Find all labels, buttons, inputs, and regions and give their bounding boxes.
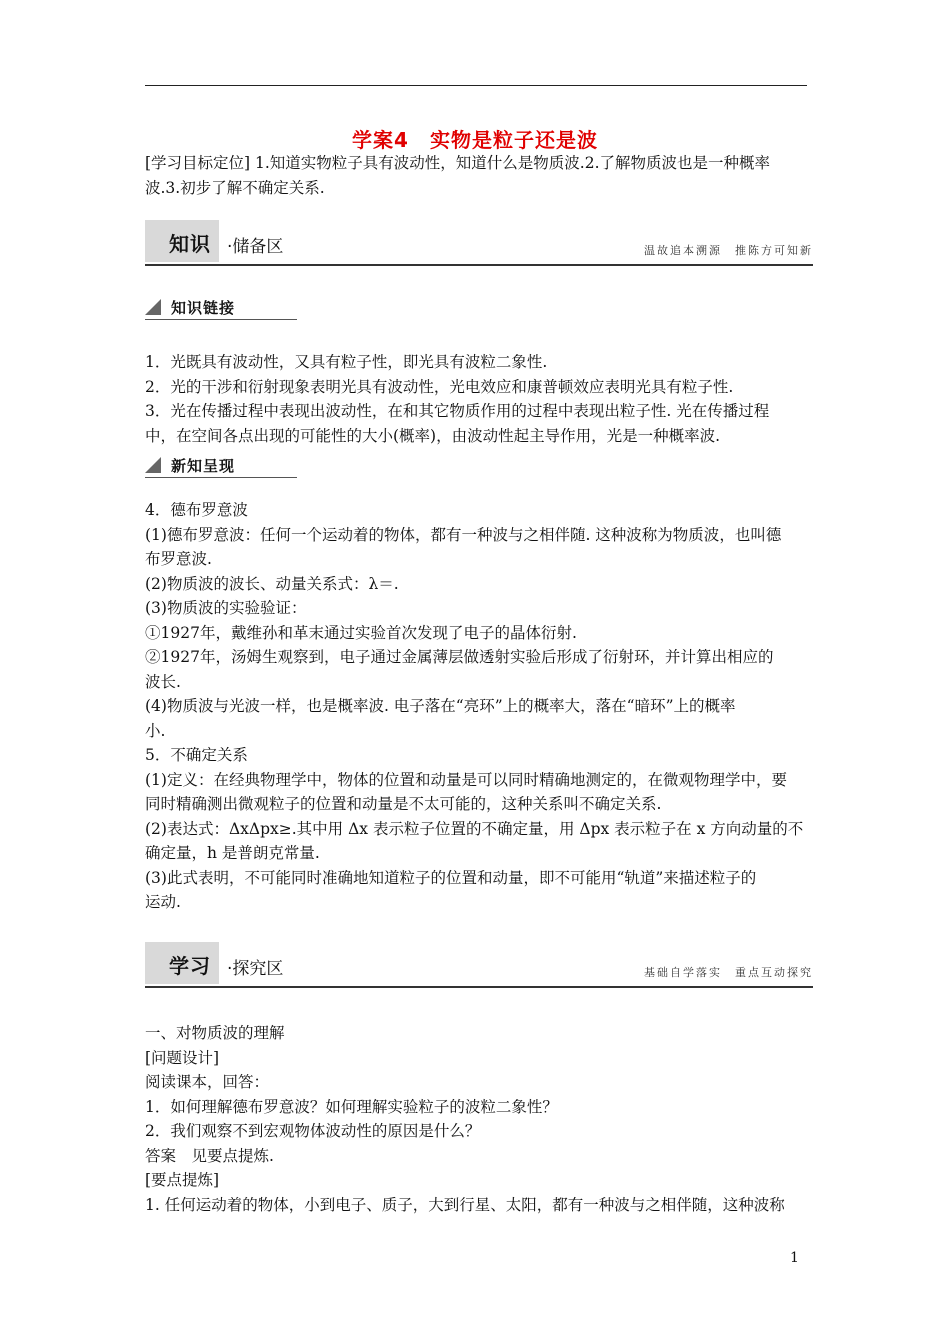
- knowledge-links-list: [145, 350, 807, 448]
- banner-title: 知识: [169, 232, 211, 256]
- text-line: ②1927年，汤姆生观察到，电子通过金属薄层做透射实验后形成了衍射环，并计算出相应的: [145, 648, 774, 666]
- text-line: ①1927年，戴维孙和革末通过实验首次发现了电子的晶体衍射.: [145, 623, 577, 642]
- explore-body: [145, 1021, 807, 1217]
- subheader-label: 知识链接: [171, 299, 236, 317]
- page-number: 1: [790, 1250, 799, 1266]
- objective-line: 波.3.初步了解不确定关系.: [145, 178, 325, 197]
- objective-line: [学习目标定位] 1.知道实物粒子具有波动性，知道什么是物质波.2.了解物质波也是一种概率: [145, 154, 771, 172]
- subheader-rule: [145, 319, 297, 320]
- text-line: 确定量，h 是普朗克常量.: [145, 844, 320, 862]
- text-line: (1)德布罗意波：任何一个运动着的物体，都有一种波与之相伴随. 这种波称为物质波，也叫德: [145, 525, 782, 544]
- banner-rule: [145, 264, 813, 266]
- list-item: 3．光在传播过程中表现出波动性，在和其它物质作用的过程中表现出粒子性. 光在传播过程: [145, 402, 770, 420]
- text-line: 波长.: [145, 672, 181, 691]
- text-line: 运动.: [145, 893, 181, 911]
- section-banner-knowledge: [145, 220, 813, 266]
- text-line: 2．我们观察不到宏观物体波动性的原因是什么？: [145, 1122, 481, 1140]
- banner-title: 学习: [169, 954, 211, 978]
- banner-rule: [145, 986, 813, 988]
- text-line: (2)表达式：ΔxΔpx≥.其中用 Δx 表示粒子位置的不确定量，用 Δpx 表示粒子在 x 方向动量的不: [145, 819, 804, 838]
- text-line: 4．德布罗意波: [145, 501, 248, 519]
- text-line: (4)物质波与光波一样，也是概率波. 电子落在“亮环”上的概率大，落在“暗环”上的概率: [145, 697, 736, 715]
- text-line: 阅读课本，回答：: [145, 1073, 270, 1091]
- triangle-icon: [145, 299, 161, 315]
- text-line: 5．不确定关系: [145, 746, 248, 764]
- banner-tagline: 温故追本溯源 推陈方可知新: [644, 244, 813, 257]
- section-banner-study: [145, 942, 813, 988]
- banner-subtitle: ·探究区: [227, 959, 284, 979]
- text-line: [要点提炼]: [145, 1171, 220, 1189]
- banner-tagline: 基础自学落实 重点互动探究: [644, 966, 813, 979]
- text-line: 答案 见要点提炼.: [145, 1146, 274, 1165]
- new-knowledge-body: [145, 498, 807, 915]
- text-line: 1．如何理解德布罗意波？如何理解实验粒子的波粒二象性？: [145, 1097, 558, 1116]
- page-title: 学案4 实物是粒子还是波: [352, 128, 598, 152]
- learning-objectives: [145, 151, 807, 200]
- header-rule: [145, 85, 807, 86]
- text-line: [问题设计]: [145, 1048, 220, 1067]
- text-line: (3)此式表明，不可能同时准确地知道粒子的位置和动量，即不可能用“轨道”来描述粒子的: [145, 868, 757, 887]
- text-line: 小.: [145, 721, 166, 740]
- text-line: (3)物质波的实验验证：: [145, 599, 307, 617]
- subheader-label: 新知呈现: [171, 457, 236, 475]
- text-line: (2)物质波的波长、动量关系式：λ＝.: [145, 574, 399, 593]
- triangle-icon: [145, 457, 161, 473]
- subheader-new-knowledge: [145, 455, 297, 479]
- text-line: 一、对物质波的理解: [145, 1024, 285, 1042]
- banner-subtitle: ·储备区: [227, 237, 284, 257]
- text-line: (1)定义：在经典物理学中，物体的位置和动量是可以同时精确地测定的，在微观物理学中，要: [145, 770, 787, 789]
- subheader-knowledge-links: [145, 297, 297, 321]
- list-item: 2．光的干涉和衍射现象表明光具有波动性，光电效应和康普顿效应表明光具有粒子性.: [145, 377, 734, 396]
- text-line: 1. 任何运动着的物体，小到电子、质子，大到行星、太阳，都有一种波与之相伴随，这种波称: [145, 1195, 785, 1214]
- list-item: 1．光既具有波动性，又具有粒子性，即光具有波粒二象性.: [145, 353, 548, 371]
- text-line: 同时精确测出微观粒子的位置和动量是不太可能的，这种关系叫不确定关系.: [145, 795, 662, 813]
- list-item: 中，在空间各点出现的可能性的大小(概率)，由波动性起主导作用，光是一种概率波.: [145, 426, 721, 445]
- subheader-rule: [145, 477, 297, 478]
- text-line: 布罗意波.: [145, 550, 212, 568]
